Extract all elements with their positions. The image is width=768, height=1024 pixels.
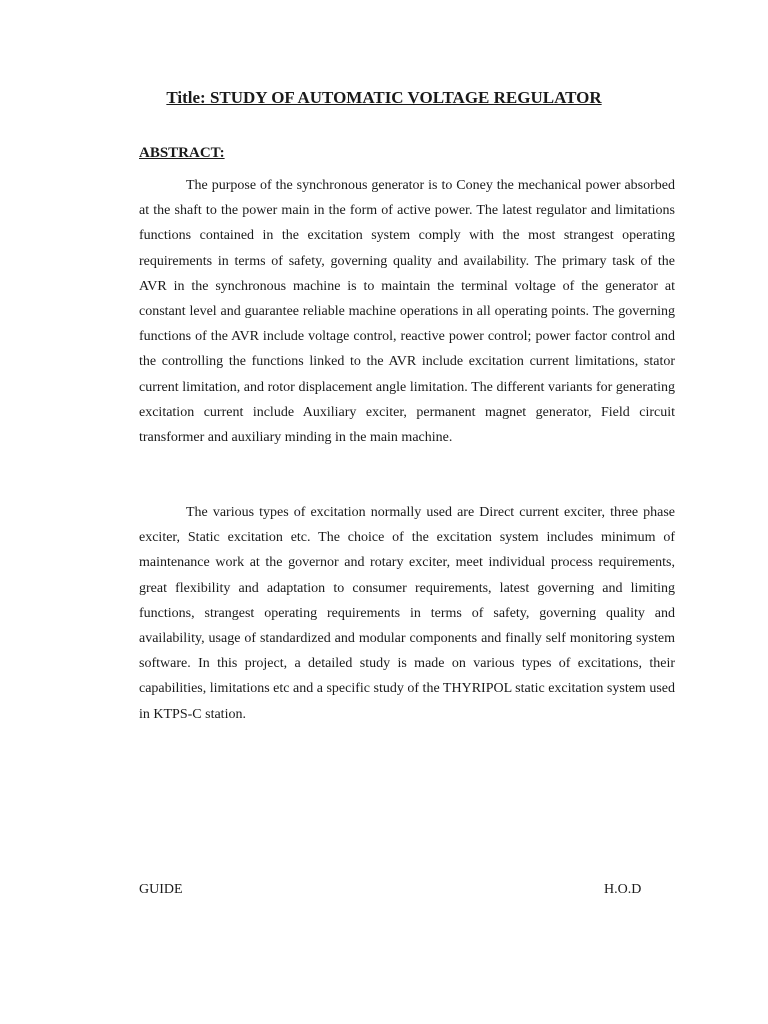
abstract-paragraph-2: The various types of excitation normally used are Direct current exciter, three phase exciter, Static excitation etc. The choice of the excitation system includes minimum of maintenance work at the governor and rotary exciter, meet individual process requirements, great flexibility and adaptation to consumer requirements, latest governing and limiting functions, strangest operating requirements in terms of safety, governing quality and availability, usage of standardized and modular components and finally self monitoring system software. In this project, a detailed study is made on various types of excitations, their capabilities, limitations etc and a specific study of the THYRIPOL static excitation system used in KTPS-C station. [139, 505, 675, 722]
guide-signature-label: GUIDE [139, 882, 183, 897]
abstract-heading: ABSTRACT: [139, 145, 225, 161]
abstract-paragraph-1: The purpose of the synchronous generator is to Coney the mechanical power absorbed at the shaft to the power main in the form of active power. The latest regulator and limitations functions contained in the excitation system comply with the most strangest operating requirements in terms of safety, governing quality and availability. The primary task of the AVR in the synchronous machine is to maintain the terminal voltage of the generator at constant level and guarantee reliable machine operations in all operating points. The governing functions of the AVR include voltage control, reactive power control; power factor control and the controlling the functions linked to the AVR include excitation current limitations, stator current limitation, and rotor displacement angle limitation. The different variants for generating excitation current include Auxiliary exciter, permanent magnet generator, Field circuit transformer and auxiliary minding in the main machine. [139, 178, 675, 446]
page-title: Title: STUDY OF AUTOMATIC VOLTAGE REGULATOR [166, 88, 602, 107]
hod-signature-label: H.O.D [604, 882, 642, 897]
